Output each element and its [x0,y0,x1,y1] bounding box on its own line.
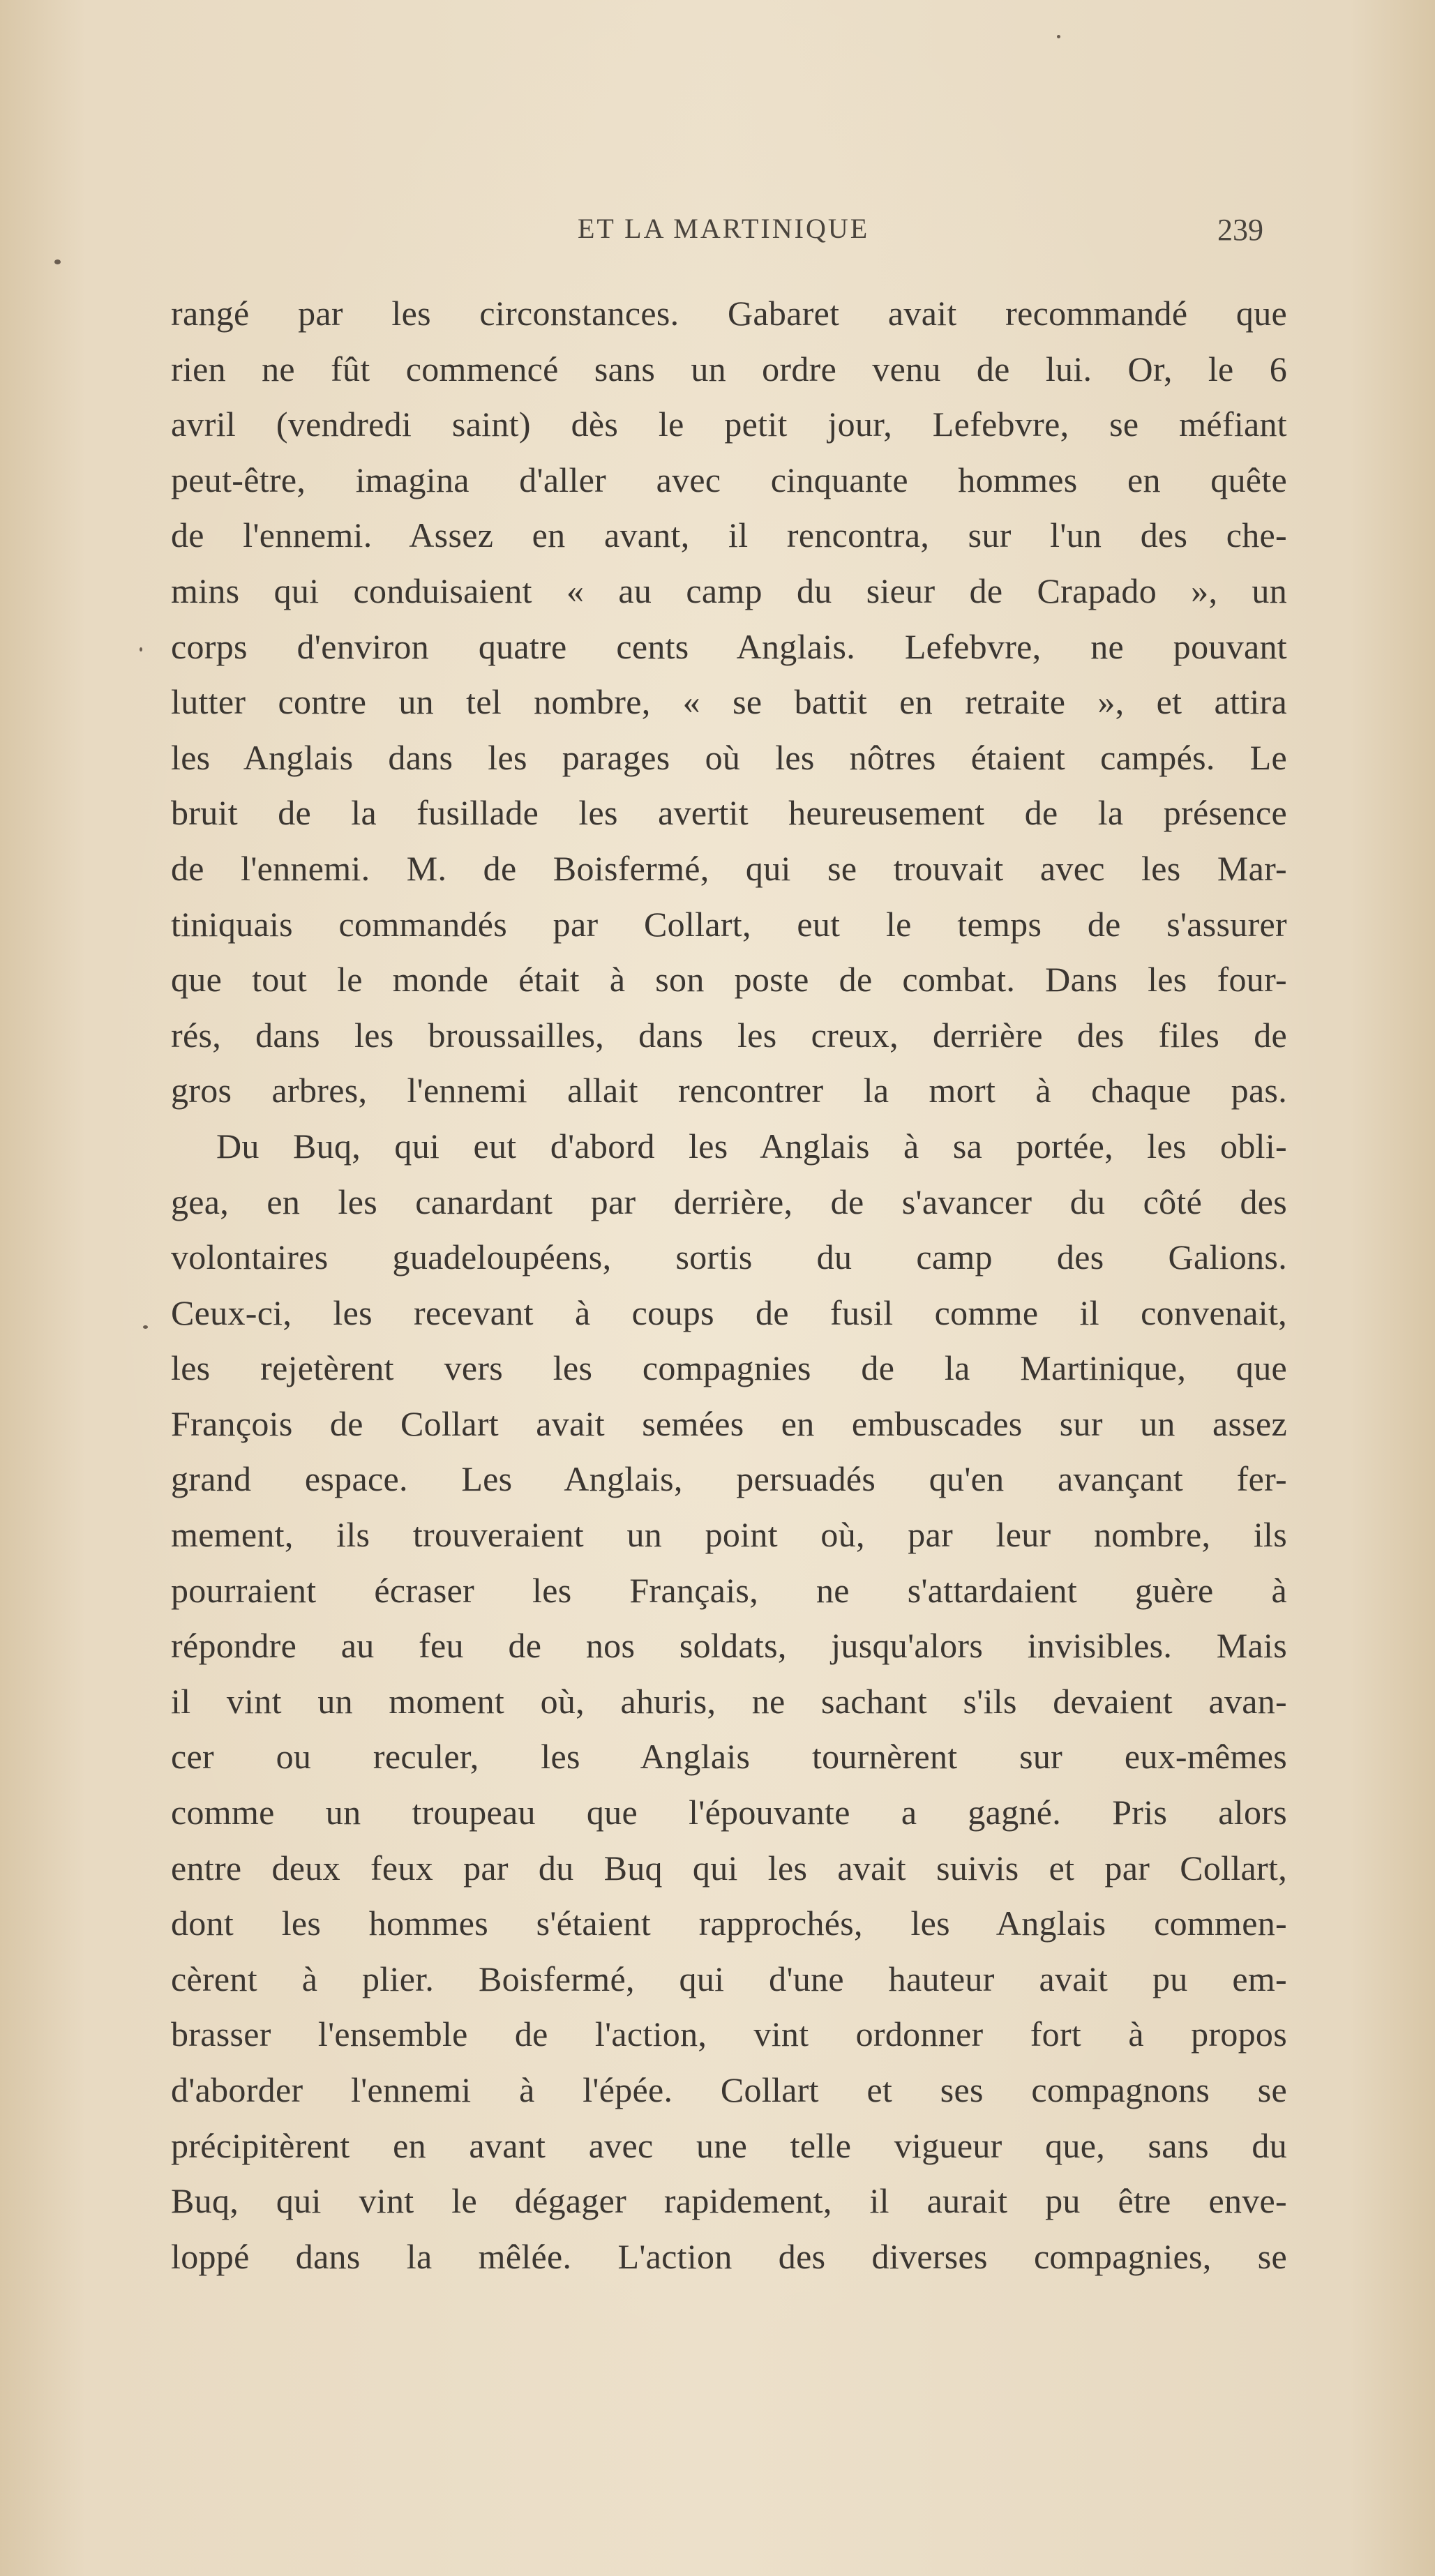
text-line: pourraient écraser les Français, ne s'attardaient guère à [171,1570,1287,1610]
text-line: brasser l'ensemble de l'action, vint ordonner fort à propos [171,2014,1287,2054]
paper-speck [140,647,142,651]
text-line: les Anglais dans les parages où les nôtres étaient campés. Le [171,737,1287,777]
paper-speck [1057,35,1060,38]
text-line: précipitèrent en avant avec une telle vigueur que, sans du [171,2125,1287,2165]
paper-speck [54,259,61,264]
text-line: bruit de la fusillade les avertit heureusement de la présence [171,793,1287,833]
page-number: 239 [1217,213,1263,247]
text-line: que tout le monde était à son poste de combat. Dans les four- [171,960,1287,1000]
text-line: rien ne fût commencé sans un ordre venu de lui. Or, le 6 [171,349,1287,389]
text-line: mins qui conduisaient « au camp du sieur de Crapado », un [171,571,1287,610]
text-line: les rejetèrent vers les compagnies de la Martinique, que [171,1348,1287,1388]
text-line: loppé dans la mêlée. L'action des diverses compagnies, se [171,2236,1287,2276]
text-line: Buq, qui vint le dégager rapidement, il aurait pu être enve- [171,2181,1287,2221]
text-line: cèrent à plier. Boisfermé, qui d'une hauteur avait pu em- [171,1959,1287,1998]
text-line: mement, ils trouveraient un point où, par leur nombre, ils [171,1515,1287,1555]
paragraph-first-line: Du Buq, qui eut d'abord les Anglais à sa portée, les obli- [216,1126,1287,1166]
text-line: rés, dans les broussailles, dans les creux, derrière des files de [171,1015,1287,1055]
text-line: volontaires guadeloupéens, sortis du camp des Galions. [171,1237,1287,1277]
text-line: cer ou reculer, les Anglais tournèrent sur eux-mêmes [171,1737,1287,1777]
text-line: gea, en les canardant par derrière, de s'avancer du côté des [171,1182,1287,1221]
text-line: peut-être, imagina d'aller avec cinquante hommes en quête [171,460,1287,499]
text-line: gros arbres, l'ennemi allait rencontrer la mort à chaque pas. [171,1071,1287,1110]
running-title: ET LA MARTINIQUE [578,213,870,244]
text-line: Ceux-ci, les recevant à coups de fusil comme il convenait, [171,1293,1287,1332]
body-text [171,286,1287,2284]
text-line: rangé par les circonstances. Gabaret avait recommandé que [171,294,1287,333]
text-line: d'aborder l'ennemi à l'épée. Collart et ses compagnons se [171,2070,1287,2109]
text-line: grand espace. Les Anglais, persuadés qu'en avançant fer- [171,1459,1287,1499]
text-line: François de Collart avait semées en embuscades sur un assez [171,1403,1287,1443]
text-line: répondre au feu de nos soldats, jusqu'alors invisibles. Mais [171,1626,1287,1666]
text-line: lutter contre un tel nombre, « se battit en retraite », et attira [171,682,1287,722]
page-header [0,212,1435,254]
text-line: corps d'environ quatre cents Anglais. Lefebvre, ne pouvant [171,626,1287,666]
text-line: entre deux feux par du Buq qui les avait suivis et par Collart, [171,1848,1287,1888]
text-line: il vint un moment où, ahuris, ne sachant s'ils devaient avan- [171,1681,1287,1721]
text-line: de l'ennemi. M. de Boisfermé, qui se trouvait avec les Mar- [171,848,1287,888]
text-line: comme un troupeau que l'épouvante a gagné. Pris alors [171,1793,1287,1832]
text-line: avril (vendredi saint) dès le petit jour, Lefebvre, se méfiant [171,405,1287,444]
text-line: de l'ennemi. Assez en avant, il rencontra, sur l'un des che- [171,515,1287,555]
text-line: dont les hommes s'étaient rapprochés, les Anglais commen- [171,1904,1287,1943]
text-line: tiniquais commandés par Collart, eut le temps de s'assurer [171,904,1287,944]
paper-speck [143,1325,148,1329]
